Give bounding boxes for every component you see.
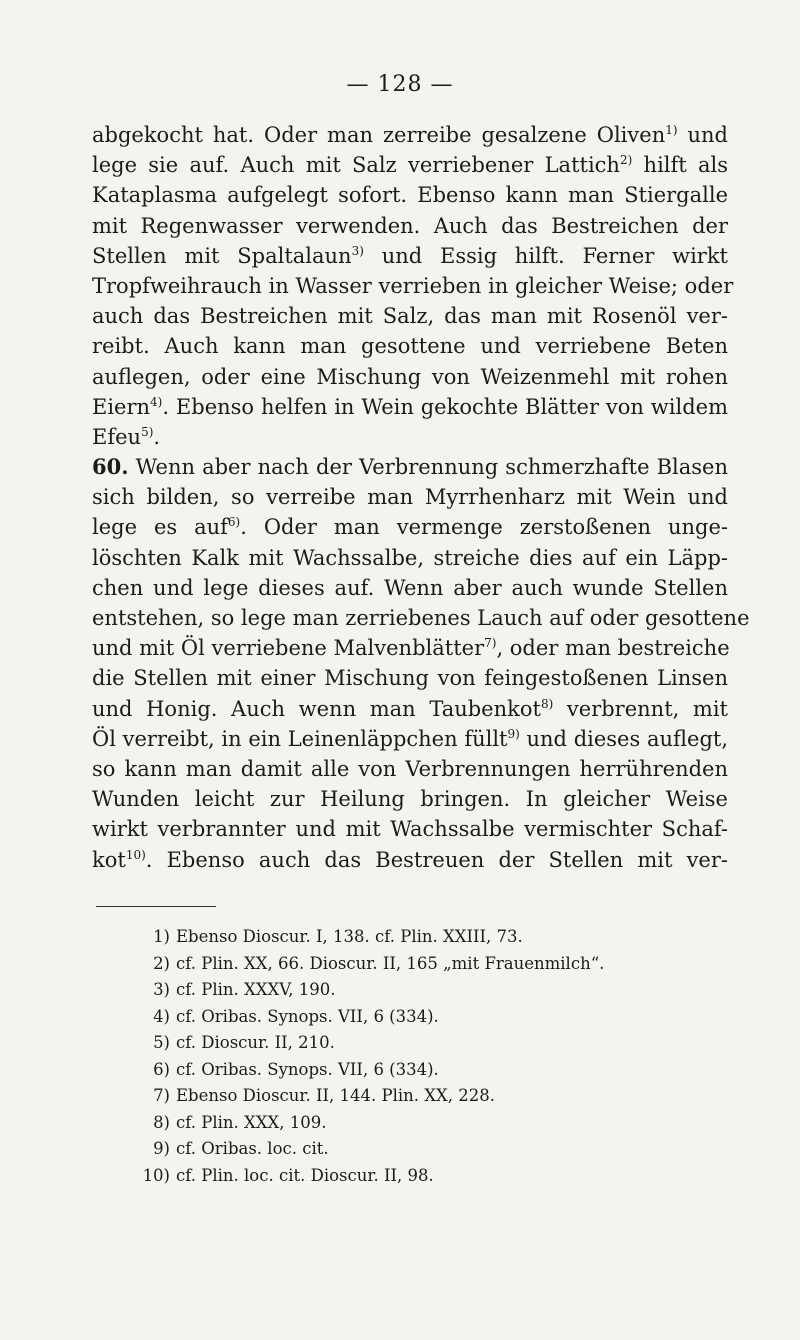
- text-line: [92, 845, 728, 875]
- footnote-number: 6): [153, 1059, 170, 1079]
- text-segment: Eiern: [92, 394, 151, 419]
- text-line: [92, 754, 728, 784]
- footnote-number: 5): [153, 1033, 170, 1052]
- text-segment: Tropfweihrauch in Wasser verrieben in gleicher Weise; oder: [92, 273, 734, 298]
- text-segment: und Honig. Auch wenn man Taubenkot: [92, 696, 541, 721]
- footnote-marker: 8): [540, 696, 554, 711]
- footnote-number: 9): [153, 1139, 170, 1158]
- text-line: [92, 422, 728, 452]
- footnote: [132, 924, 732, 951]
- text-segment: sich bilden, so verreibe man Myrrhenharz mit Wein und: [92, 485, 728, 510]
- text-segment: Kataplasma aufgelegt sofort. Ebenso kann man Stiergalle: [92, 183, 728, 208]
- footnote-number: 10): [142, 1165, 170, 1185]
- footnote-text: cf. Plin. XXXV, 190.: [176, 980, 336, 999]
- footnote: [132, 1136, 732, 1163]
- text-segment: .: [153, 424, 161, 449]
- footnote-number: 4): [153, 1006, 170, 1026]
- text-segment: und Essig hilft. Ferner wirkt: [363, 243, 728, 268]
- text-segment: auflegen, oder eine Mischung von Weizenmehl mit rohen: [92, 364, 728, 389]
- text-segment: die Stellen mit einer Mischung von feingestoßenen Linsen: [92, 666, 728, 691]
- footnote-text: cf. Dioscur. II, 210.: [176, 1033, 335, 1052]
- footnote-marker: 10): [125, 847, 146, 862]
- footnote-marker: 9): [507, 726, 520, 741]
- footnote-number: 3): [153, 980, 170, 999]
- text-line: [92, 784, 728, 814]
- footnote: [132, 951, 732, 978]
- text-segment: reibt. Auch kann man gesottene und verriebene Beten: [92, 334, 728, 359]
- text-segment: Wunden leicht zur Heilung bringen. In gleicher Weise: [92, 787, 728, 812]
- text-line: [92, 180, 728, 210]
- text-segment: Wenn aber nach der Verbrennung schmerzhafte Blasen: [128, 455, 728, 480]
- text-line: [92, 331, 728, 361]
- text-line: [92, 633, 728, 663]
- text-segment: und dieses auflegt,: [519, 726, 728, 751]
- footnote-text: cf. Plin. XX, 66. Dioscur. II, 165 „mit Frauenmilch“.: [176, 953, 605, 973]
- text-line: [92, 603, 750, 633]
- text-line: [92, 362, 728, 392]
- footnote-marker: 1): [665, 123, 678, 137]
- text-line: [92, 482, 728, 512]
- text-segment: mit Regenwasser verwenden. Auch das Bestreichen der: [92, 213, 728, 238]
- text-segment: auch das Bestreichen mit Salz, das man mit Rosenöl ver-: [92, 304, 728, 329]
- footnote-text: Ebenso Dioscur. II, 144. Plin. XX, 228.: [176, 1086, 495, 1105]
- text-line: [92, 271, 734, 301]
- footnote: [132, 1004, 732, 1031]
- footnote-text: cf. Oribas. Synops. VII, 6 (334).: [176, 1059, 439, 1079]
- footnote-text: Ebenso Dioscur. I, 138. cf. Plin. XXIII, 73.: [176, 927, 523, 946]
- text-segment: kot: [92, 847, 126, 872]
- footnote-number: 2): [153, 953, 170, 973]
- text-segment: . Oder man vermenge zerstoßenen unge-: [240, 515, 728, 540]
- text-line: [92, 724, 728, 754]
- main-text: [92, 120, 750, 875]
- text-segment: Efeu: [92, 424, 142, 449]
- text-line: [92, 543, 728, 573]
- text-line: [92, 211, 728, 241]
- footnote: [132, 1110, 732, 1137]
- footnotes: [132, 924, 732, 1189]
- text-segment: entstehen, so lege man zerriebenes Lauch auf oder gesottene: [92, 606, 750, 630]
- text-segment: wirkt verbrannter und mit Wachssalbe vermischter Schaf-: [92, 817, 728, 842]
- section-number: 60.: [92, 454, 129, 480]
- footnote-text: cf. Plin. XXX, 109.: [176, 1112, 327, 1132]
- footnote: [132, 977, 732, 1004]
- text-segment: so kann man damit alle von Verbrennungen herrührenden: [92, 756, 728, 781]
- text-line: [92, 512, 728, 542]
- text-segment: Stellen mit Spaltalaun: [92, 243, 352, 268]
- page-number: — 128 —: [346, 72, 454, 97]
- text-segment: lege sie auf. Auch mit Salz verriebener Lattich: [92, 153, 620, 178]
- footnote-divider: [96, 906, 216, 907]
- footnote-number: 7): [153, 1086, 170, 1105]
- text-line: [92, 814, 728, 844]
- text-segment: . Ebenso helfen in Wein gekochte Blätter von wildem: [162, 394, 728, 419]
- footnote-text: cf. Plin. loc. cit. Dioscur. II, 98.: [176, 1165, 434, 1185]
- footnote: [132, 1163, 732, 1190]
- text-line: [92, 663, 728, 693]
- text-segment: . Ebenso auch das Bestreuen der Stellen mit ver-: [145, 847, 728, 872]
- footnote-marker: 2): [619, 153, 633, 168]
- text-line: [92, 392, 728, 422]
- text-line: [92, 452, 728, 482]
- footnote-text: cf. Oribas. Synops. VII, 6 (334).: [176, 1006, 439, 1026]
- footnote-marker: 6): [227, 515, 241, 530]
- footnote-number: 1): [153, 927, 170, 946]
- text-segment: abgekocht hat. Oder man zerreibe gesalzene Oliven: [92, 123, 666, 147]
- footnote-text: cf. Oribas. loc. cit.: [176, 1139, 329, 1158]
- text-segment: verbrennt, mit: [553, 696, 729, 721]
- footnote: [132, 1057, 732, 1084]
- text-segment: löschten Kalk mit Wachssalbe, streiche dies auf ein Läpp-: [92, 545, 728, 570]
- footnote-marker: 4): [150, 394, 163, 409]
- text-line: [92, 120, 728, 150]
- text-segment: lege es auf: [92, 515, 228, 540]
- text-segment: chen und lege dieses auf. Wenn aber auch wunde Stellen: [92, 575, 728, 600]
- text-line: [92, 301, 728, 331]
- text-segment: Öl verreibt, in ein Leinenläppchen füllt: [92, 726, 508, 751]
- text-line: [92, 694, 728, 724]
- text-line: [92, 573, 728, 603]
- text-segment: , oder man bestreiche: [496, 636, 730, 661]
- footnote: [132, 1030, 732, 1057]
- footnote-marker: 3): [351, 243, 364, 258]
- footnote-number: 8): [153, 1112, 170, 1132]
- footnote: [132, 1083, 732, 1110]
- text-segment: hilft als: [632, 153, 728, 178]
- text-segment: und: [677, 123, 728, 147]
- text-segment: und mit Öl verriebene Malvenblätter: [92, 636, 485, 661]
- text-line: [92, 241, 728, 271]
- footnote-marker: 7): [484, 636, 497, 651]
- text-line: [92, 150, 728, 180]
- footnote-marker: 5): [141, 424, 154, 439]
